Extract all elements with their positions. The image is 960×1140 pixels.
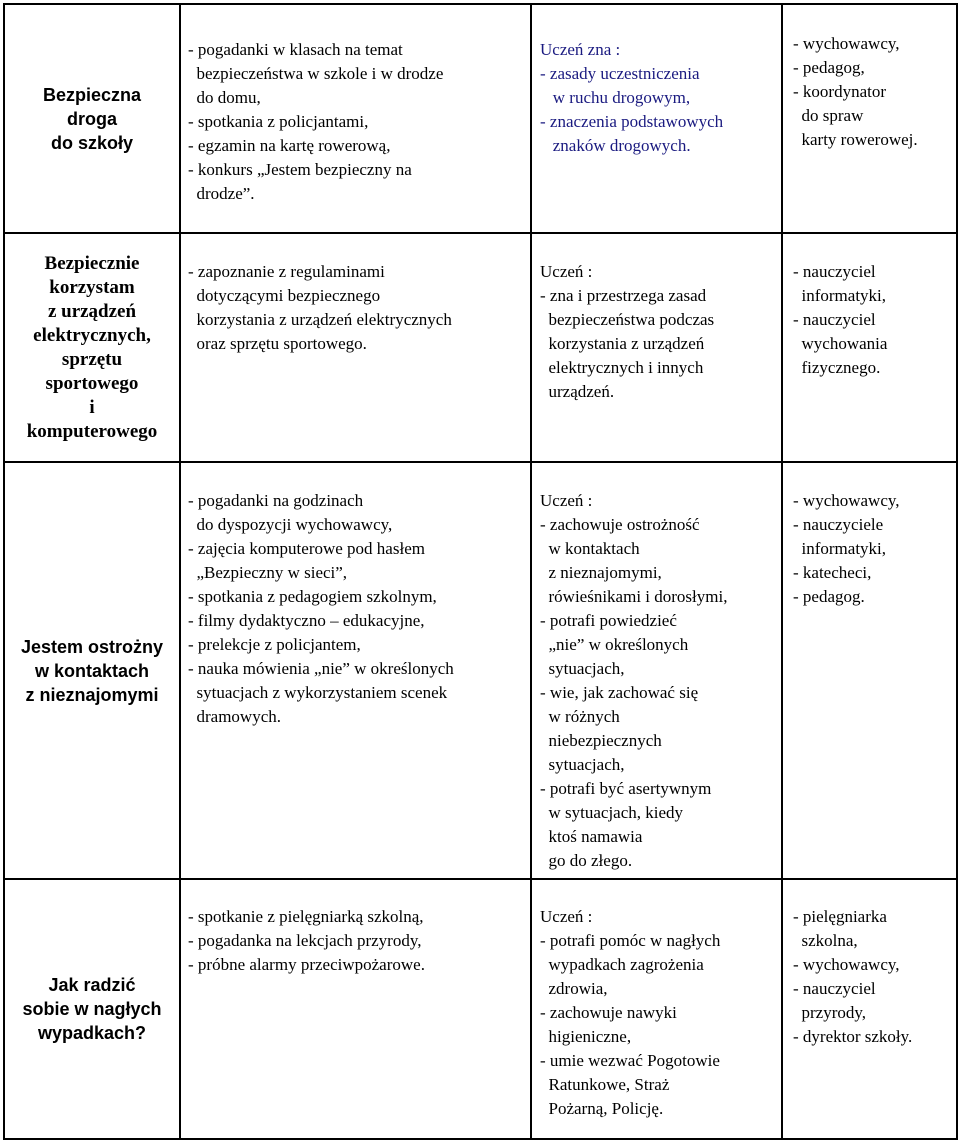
goals-line: w sytuacjach, kiedy (540, 803, 684, 822)
topic-line: w kontaktach (34, 660, 150, 681)
topic-line: komputerowego (26, 420, 158, 442)
goals-line: Uczeń : (540, 907, 593, 926)
content-line: sytuacjach z wykorzystaniem scenek (188, 683, 448, 702)
goals-line: w różnych (540, 707, 620, 726)
content-line: korzystania z urządzeń elektrycznych (188, 310, 452, 329)
content-line: - spotkania z policjantami, (188, 112, 369, 131)
table-row (4, 233, 957, 462)
goals-line: elektrycznych i innych (540, 358, 704, 377)
goals-line: ktoś namawia (540, 827, 643, 846)
goals-line: sytuacjach, (540, 659, 625, 678)
topic-line: korzystam (49, 276, 135, 298)
goals-line: rówieśnikami i dorosłymi, (540, 587, 728, 606)
topic-line: Jestem ostrożny (20, 636, 164, 657)
table-row (4, 879, 957, 1139)
topic-line: sprzętu (61, 348, 123, 370)
responsible-line: wychowania (793, 334, 888, 353)
responsible-cell (782, 233, 957, 462)
topic-line: z nieznajomymi (25, 684, 159, 705)
responsible-line: informatyki, (793, 286, 887, 305)
responsible-line: - wychowawcy, (793, 491, 900, 510)
goals-line: zdrowia, (540, 979, 608, 998)
goals-line: niebezpiecznych (540, 731, 662, 750)
content-line: drodze”. (188, 184, 255, 203)
content-line: - pogadanka na lekcjach przyrody, (188, 931, 422, 950)
content-line: dotyczącymi bezpiecznego (188, 286, 381, 305)
responsible-line: - wychowawcy, (793, 34, 900, 53)
responsible-cell (782, 462, 957, 879)
content-line: - pogadanki na godzinach (188, 491, 364, 510)
goals-line: Uczeń : (540, 491, 593, 510)
topic-cell (4, 4, 180, 233)
content-line: - zapoznanie z regulaminami (188, 262, 385, 281)
goals-cell (531, 879, 782, 1139)
responsible-cell (782, 879, 957, 1139)
content-cell (180, 4, 531, 233)
table-row (4, 462, 957, 879)
content-line: - spotkania z pedagogiem szkolnym, (188, 587, 437, 606)
goals-line: - umie wezwać Pogotowie (540, 1051, 720, 1070)
topic-cell (4, 879, 180, 1139)
content-line: - zajęcia komputerowe pod hasłem (188, 539, 425, 558)
topic-line: Jak radzić (48, 975, 136, 995)
responsible-line: informatyki, (793, 539, 887, 558)
goals-cell (531, 4, 782, 233)
content-cell (180, 879, 531, 1139)
topic-line: wypadkach? (37, 1023, 147, 1043)
responsible-line: karty rowerowej. (793, 130, 918, 149)
responsible-line: - nauczyciel (793, 979, 876, 998)
goals-line: w kontaktach (540, 539, 640, 558)
goals-cell (531, 462, 782, 879)
goals-line: - wie, jak zachować się (540, 683, 699, 702)
topic-line: droga (66, 108, 117, 129)
content-cell (180, 462, 531, 879)
content-line: do dyspozycji wychowawcy, (188, 515, 393, 534)
topic-line: Bezpieczna (42, 84, 142, 105)
goals-line: - potrafi powiedzieć (540, 611, 677, 630)
goals-line: - zachowuje nawyki (540, 1003, 677, 1022)
goals-line: „nie” w określonych (540, 635, 689, 654)
responsible-line: - katecheci, (793, 563, 872, 582)
content-line: „Bezpieczny w sieci”, (188, 563, 348, 582)
topic-cell (4, 233, 180, 462)
goals-line: znaków drogowych. (540, 136, 691, 155)
goals-line: z nieznajomymi, (540, 563, 662, 582)
content-line: - filmy dydaktyczno – edukacyjne, (188, 611, 425, 630)
goals-line: Ratunkowe, Straż (540, 1075, 670, 1094)
content-line: - spotkanie z pielęgniarką szkolną, (188, 907, 424, 926)
goals-line: go do złego. (540, 851, 633, 870)
responsible-line: - nauczyciel (793, 262, 876, 281)
goals-line: w ruchu drogowym, (540, 88, 691, 107)
goals-line: - potrafi być asertywnym (540, 779, 712, 798)
responsible-line: - nauczyciele (793, 515, 884, 534)
topic-line: i (89, 396, 95, 418)
goals-cell (531, 233, 782, 462)
topic-line: Bezpiecznie (44, 252, 140, 274)
content-cell (180, 233, 531, 462)
topic-line: sobie w nagłych (22, 999, 162, 1019)
topic-cell (4, 462, 180, 879)
content-line: - konkurs „Jestem bezpieczny na (188, 160, 412, 179)
goals-line: Uczeń zna : (540, 40, 621, 59)
goals-line: sytuacjach, (540, 755, 625, 774)
responsible-line: - koordynator (793, 82, 887, 101)
content-line: dramowych. (188, 707, 282, 726)
responsible-line: szkolna, (793, 931, 858, 950)
content-line: do domu, (188, 88, 261, 107)
responsible-line: - pielęgniarka (793, 907, 887, 926)
responsible-cell (782, 4, 957, 233)
content-line: - egzamin na kartę rowerową, (188, 136, 391, 155)
table-row (4, 4, 957, 233)
goals-line: - potrafi pomóc w nagłych (540, 931, 721, 950)
goals-line: wypadkach zagrożenia (540, 955, 704, 974)
goals-line: urządzeń. (540, 382, 615, 401)
responsible-line: - wychowawcy, (793, 955, 900, 974)
goals-line: - zachowuje ostrożność (540, 515, 700, 534)
responsible-line: - dyrektor szkoły. (793, 1027, 913, 1046)
goals-line: Uczeń : (540, 262, 593, 281)
goals-line: Pożarną, Policję. (540, 1099, 664, 1118)
goals-line: - zna i przestrzega zasad (540, 286, 707, 305)
responsible-line: - pedagog. (793, 587, 865, 606)
content-line: - nauka mówienia „nie” w określonych (188, 659, 454, 678)
goals-line: bezpieczeństwa podczas (540, 310, 715, 329)
safety-plan-table (3, 3, 958, 1140)
topic-line: elektrycznych, (33, 324, 151, 346)
topic-line: sportowego (45, 372, 139, 394)
content-line: - prelekcje z policjantem, (188, 635, 361, 654)
content-line: bezpieczeństwa w szkole i w drodze (188, 64, 444, 83)
goals-line: korzystania z urządzeń (540, 334, 705, 353)
topic-line: do szkoły (50, 132, 134, 153)
content-line: - pogadanki w klasach na temat (188, 40, 403, 59)
responsible-line: do spraw (793, 106, 864, 125)
goals-line: - znaczenia podstawowych (540, 112, 724, 131)
responsible-line: przyrody, (793, 1003, 867, 1022)
content-line: oraz sprzętu sportowego. (188, 334, 367, 353)
content-line: - próbne alarmy przeciwpożarowe. (188, 955, 425, 974)
goals-line: - zasady uczestniczenia (540, 64, 700, 83)
responsible-line: fizycznego. (793, 358, 881, 377)
goals-line: higieniczne, (540, 1027, 632, 1046)
responsible-line: - nauczyciel (793, 310, 876, 329)
topic-line: z urządzeń (47, 300, 137, 322)
responsible-line: - pedagog, (793, 58, 865, 77)
